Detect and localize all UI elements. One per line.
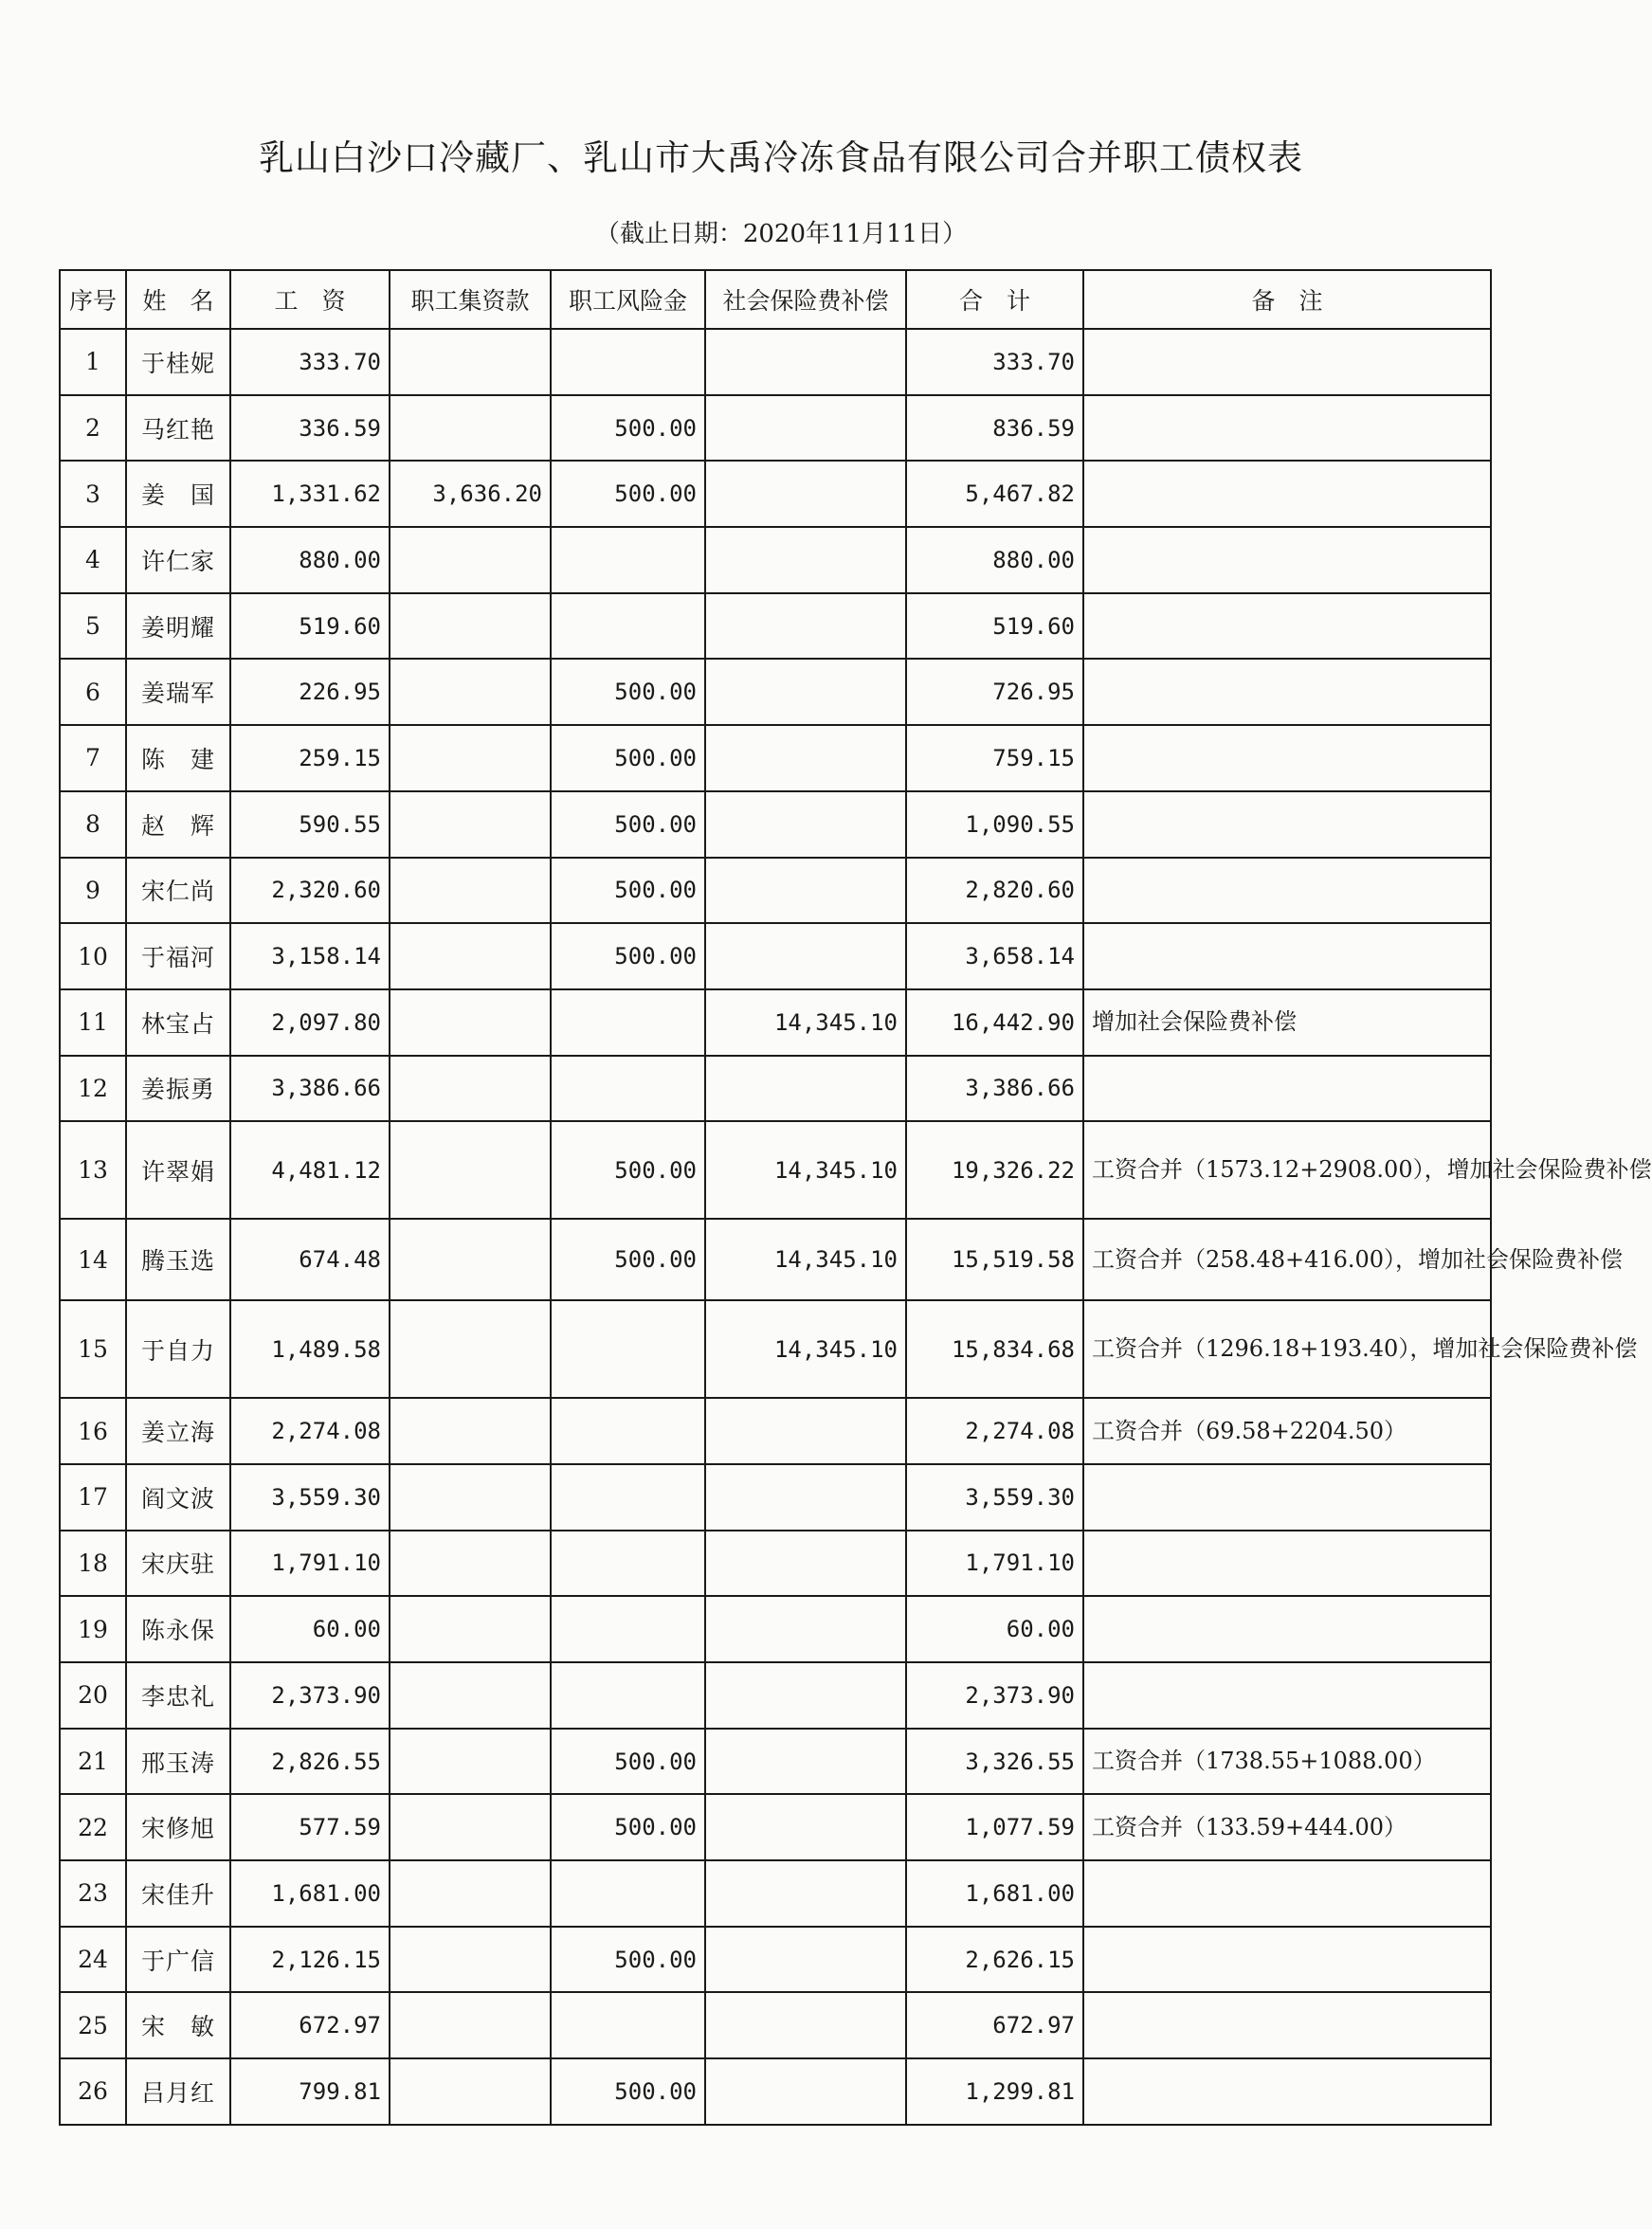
cell-risk: 500.00	[551, 1219, 705, 1300]
cell-social	[705, 395, 906, 462]
table-row	[60, 1121, 1491, 1219]
cell-note	[1083, 1927, 1491, 1993]
cell-wage: 333.70	[230, 329, 390, 395]
table-row	[60, 395, 1491, 462]
cell-risk: 500.00	[551, 1927, 705, 1993]
cell-total: 2,626.15	[906, 1927, 1083, 1993]
header-name: 姓 名	[126, 270, 230, 329]
table-row	[60, 593, 1491, 660]
table-row	[60, 1992, 1491, 2058]
cell-note	[1083, 461, 1491, 527]
cell-social	[705, 461, 906, 527]
cell-seq: 24	[60, 1927, 126, 1993]
cell-social	[705, 1056, 906, 1122]
cell-fund	[390, 1860, 551, 1927]
cell-risk	[551, 593, 705, 660]
cell-name: 于自力	[126, 1300, 230, 1398]
cell-note	[1083, 1662, 1491, 1729]
cell-total: 726.95	[906, 659, 1083, 725]
cell-seq: 4	[60, 527, 126, 593]
table-row	[60, 1729, 1491, 1795]
cell-note	[1083, 1056, 1491, 1122]
table-row	[60, 1860, 1491, 1927]
cell-fund	[390, 923, 551, 989]
table-row	[60, 2058, 1491, 2125]
cell-note	[1083, 527, 1491, 593]
cell-name: 赵 辉	[126, 791, 230, 858]
table-row	[60, 989, 1491, 1056]
cell-social	[705, 1662, 906, 1729]
cell-seq: 19	[60, 1596, 126, 1662]
cell-name: 姜明耀	[126, 593, 230, 660]
header-wage: 工 资	[230, 270, 390, 329]
cell-social	[705, 1398, 906, 1464]
cell-wage: 3,158.14	[230, 923, 390, 989]
cell-wage: 2,097.80	[230, 989, 390, 1056]
table-row	[60, 1596, 1491, 1662]
cell-name: 宋仁尚	[126, 858, 230, 924]
cell-risk	[551, 1464, 705, 1531]
table-row	[60, 329, 1491, 395]
cell-fund	[390, 593, 551, 660]
table-row	[60, 1662, 1491, 1729]
cell-risk	[551, 1056, 705, 1122]
cutoff-date: （截止日期：2020年11月11日）	[594, 220, 968, 248]
cell-risk	[551, 1992, 705, 2058]
cell-fund	[390, 791, 551, 858]
table-row	[60, 923, 1491, 989]
cell-name: 阎文波	[126, 1464, 230, 1531]
cell-social	[705, 858, 906, 924]
cell-total: 1,299.81	[906, 2058, 1083, 2125]
cell-risk: 500.00	[551, 791, 705, 858]
cell-name: 宋 敏	[126, 1992, 230, 2058]
table-row	[60, 791, 1491, 858]
cell-wage: 2,826.55	[230, 1729, 390, 1795]
cell-note: 增加社会保险费补偿	[1083, 989, 1491, 1056]
cell-wage: 3,386.66	[230, 1056, 390, 1122]
cell-wage: 2,126.15	[230, 1927, 390, 1993]
cell-risk: 500.00	[551, 858, 705, 924]
cell-seq: 3	[60, 461, 126, 527]
cell-wage: 2,320.60	[230, 858, 390, 924]
cell-total: 1,077.59	[906, 1794, 1083, 1860]
cell-risk	[551, 329, 705, 395]
cell-seq: 5	[60, 593, 126, 660]
table-row	[60, 1398, 1491, 1464]
cell-fund	[390, 1596, 551, 1662]
cell-note	[1083, 2058, 1491, 2125]
cell-total: 333.70	[906, 329, 1083, 395]
cell-risk: 500.00	[551, 1794, 705, 1860]
cell-total: 3,658.14	[906, 923, 1083, 989]
cell-seq: 15	[60, 1300, 126, 1398]
header-risk: 职工风险金	[551, 270, 705, 329]
cell-wage: 259.15	[230, 725, 390, 791]
cell-social	[705, 1860, 906, 1927]
cell-name: 腾玉选	[126, 1219, 230, 1300]
cell-name: 许翠娟	[126, 1121, 230, 1219]
table-row	[60, 527, 1491, 593]
cell-note	[1083, 593, 1491, 660]
cell-wage: 672.97	[230, 1992, 390, 2058]
cell-social	[705, 1531, 906, 1597]
header-fund: 职工集资款	[390, 270, 551, 329]
cell-name: 姜立海	[126, 1398, 230, 1464]
cell-seq: 23	[60, 1860, 126, 1927]
table-row	[60, 725, 1491, 791]
cell-total: 15,834.68	[906, 1300, 1083, 1398]
cell-total: 60.00	[906, 1596, 1083, 1662]
cell-total: 836.59	[906, 395, 1083, 462]
cell-social: 14,345.10	[705, 989, 906, 1056]
cell-wage: 577.59	[230, 1794, 390, 1860]
cell-fund	[390, 527, 551, 593]
cell-name: 姜瑞军	[126, 659, 230, 725]
cell-risk	[551, 1531, 705, 1597]
cell-social	[705, 1794, 906, 1860]
cell-note: 工资合并（1573.12+2908.00），增加社会保险费补偿	[1083, 1121, 1491, 1219]
cell-social	[705, 1927, 906, 1993]
cell-total: 3,559.30	[906, 1464, 1083, 1531]
cell-name: 陈永保	[126, 1596, 230, 1662]
cell-seq: 25	[60, 1992, 126, 2058]
cell-wage: 226.95	[230, 659, 390, 725]
cell-wage: 60.00	[230, 1596, 390, 1662]
cell-note	[1083, 1464, 1491, 1531]
cell-social	[705, 1992, 906, 2058]
cell-note	[1083, 725, 1491, 791]
cell-note: 工资合并（258.48+416.00），增加社会保险费补偿	[1083, 1219, 1491, 1300]
cell-fund	[390, 725, 551, 791]
cell-total: 19,326.22	[906, 1121, 1083, 1219]
table-row	[60, 1219, 1491, 1300]
cell-wage: 880.00	[230, 527, 390, 593]
cell-fund	[390, 1992, 551, 2058]
cell-social: 14,345.10	[705, 1300, 906, 1398]
cell-total: 880.00	[906, 527, 1083, 593]
cell-fund	[390, 1464, 551, 1531]
cell-fund	[390, 395, 551, 462]
cell-note	[1083, 1531, 1491, 1597]
creditor-table	[59, 269, 1652, 2126]
cell-note	[1083, 395, 1491, 462]
cell-seq: 13	[60, 1121, 126, 1219]
cell-risk	[551, 1662, 705, 1729]
table-row	[60, 1056, 1491, 1122]
cell-name: 李忠礼	[126, 1662, 230, 1729]
cell-wage: 3,559.30	[230, 1464, 390, 1531]
table-row	[60, 461, 1491, 527]
cell-note	[1083, 858, 1491, 924]
cell-name: 邢玉涛	[126, 1729, 230, 1795]
cell-seq: 14	[60, 1219, 126, 1300]
cell-wage: 4,481.12	[230, 1121, 390, 1219]
cell-social	[705, 923, 906, 989]
cell-note	[1083, 923, 1491, 989]
cell-wage: 1,791.10	[230, 1531, 390, 1597]
cell-total: 1,090.55	[906, 791, 1083, 858]
cell-fund	[390, 1927, 551, 1993]
table-row	[60, 659, 1491, 725]
cell-risk	[551, 1860, 705, 1927]
cell-fund	[390, 659, 551, 725]
table-row	[60, 858, 1491, 924]
cell-fund	[390, 1398, 551, 1464]
cell-wage: 336.59	[230, 395, 390, 462]
cell-fund	[390, 2058, 551, 2125]
cell-seq: 9	[60, 858, 126, 924]
cell-wage: 799.81	[230, 2058, 390, 2125]
cell-fund	[390, 1219, 551, 1300]
table-row	[60, 1300, 1491, 1398]
cell-name: 宋庆驻	[126, 1531, 230, 1597]
cell-seq: 11	[60, 989, 126, 1056]
cell-seq: 8	[60, 791, 126, 858]
table-row	[60, 1927, 1491, 1993]
cell-social: 14,345.10	[705, 1219, 906, 1300]
cell-seq: 21	[60, 1729, 126, 1795]
cell-seq: 18	[60, 1531, 126, 1597]
cell-risk	[551, 527, 705, 593]
cell-risk: 500.00	[551, 1729, 705, 1795]
cell-risk: 500.00	[551, 1121, 705, 1219]
cell-name: 陈 建	[126, 725, 230, 791]
cell-social	[705, 659, 906, 725]
cell-wage: 590.55	[230, 791, 390, 858]
cell-wage: 2,373.90	[230, 1662, 390, 1729]
cell-total: 672.97	[906, 1992, 1083, 2058]
cell-fund	[390, 1121, 551, 1219]
cell-social	[705, 329, 906, 395]
document-title: 乳山白沙口冷藏厂、乳山市大禹冷冻食品有限公司合并职工债权表	[259, 137, 1303, 178]
header-note: 备 注	[1083, 270, 1491, 329]
cell-risk	[551, 1398, 705, 1464]
table-row	[60, 1464, 1491, 1531]
cell-fund	[390, 1794, 551, 1860]
cell-name: 姜振勇	[126, 1056, 230, 1122]
cell-social	[705, 1596, 906, 1662]
cell-risk: 500.00	[551, 725, 705, 791]
cell-seq: 12	[60, 1056, 126, 1122]
cell-wage: 1,681.00	[230, 1860, 390, 1927]
cell-total: 3,386.66	[906, 1056, 1083, 1122]
cell-risk	[551, 1596, 705, 1662]
cell-seq: 10	[60, 923, 126, 989]
cell-total: 16,442.90	[906, 989, 1083, 1056]
cell-social	[705, 2058, 906, 2125]
cell-note: 工资合并（69.58+2204.50）	[1083, 1398, 1491, 1464]
cell-fund	[390, 1729, 551, 1795]
cell-seq: 22	[60, 1794, 126, 1860]
cell-risk: 500.00	[551, 395, 705, 462]
cell-risk: 500.00	[551, 461, 705, 527]
cell-fund	[390, 989, 551, 1056]
cell-total: 3,326.55	[906, 1729, 1083, 1795]
cell-social	[705, 593, 906, 660]
cell-risk: 500.00	[551, 2058, 705, 2125]
cell-name: 吕月红	[126, 2058, 230, 2125]
cell-seq: 6	[60, 659, 126, 725]
table-row	[60, 1531, 1491, 1597]
cell-name: 于桂妮	[126, 329, 230, 395]
cell-total: 519.60	[906, 593, 1083, 660]
cell-note: 工资合并（1738.55+1088.00）	[1083, 1729, 1491, 1795]
cell-total: 5,467.82	[906, 461, 1083, 527]
cell-fund	[390, 1056, 551, 1122]
cell-risk: 500.00	[551, 923, 705, 989]
cell-name: 许仁家	[126, 527, 230, 593]
cell-wage: 1,331.62	[230, 461, 390, 527]
cell-seq: 17	[60, 1464, 126, 1531]
cell-total: 15,519.58	[906, 1219, 1083, 1300]
cell-total: 2,274.08	[906, 1398, 1083, 1464]
cell-risk	[551, 989, 705, 1056]
cell-social	[705, 725, 906, 791]
header-social: 社会保险费补偿	[705, 270, 906, 329]
cell-social	[705, 791, 906, 858]
cell-fund	[390, 1662, 551, 1729]
cell-note	[1083, 1596, 1491, 1662]
cell-fund: 3,636.20	[390, 461, 551, 527]
cell-name: 林宝占	[126, 989, 230, 1056]
cell-name: 于福河	[126, 923, 230, 989]
header-total: 合 计	[906, 270, 1083, 329]
cell-risk	[551, 1300, 705, 1398]
cell-note	[1083, 1860, 1491, 1927]
cell-note	[1083, 329, 1491, 395]
cell-seq: 16	[60, 1398, 126, 1464]
cell-wage: 1,489.58	[230, 1300, 390, 1398]
cell-wage: 674.48	[230, 1219, 390, 1300]
cell-seq: 1	[60, 329, 126, 395]
cell-note: 工资合并（133.59+444.00）	[1083, 1794, 1491, 1860]
cell-fund	[390, 858, 551, 924]
cell-seq: 26	[60, 2058, 126, 2125]
cell-total: 1,791.10	[906, 1531, 1083, 1597]
cell-social	[705, 1729, 906, 1795]
cell-seq: 7	[60, 725, 126, 791]
cell-total: 2,820.60	[906, 858, 1083, 924]
cell-total: 2,373.90	[906, 1662, 1083, 1729]
cell-fund	[390, 1300, 551, 1398]
cell-note	[1083, 791, 1491, 858]
cell-name: 于广信	[126, 1927, 230, 1993]
cell-fund	[390, 329, 551, 395]
cell-total: 1,681.00	[906, 1860, 1083, 1927]
cell-name: 宋修旭	[126, 1794, 230, 1860]
cell-fund	[390, 1531, 551, 1597]
cell-name: 马红艳	[126, 395, 230, 462]
cell-social: 14,345.10	[705, 1121, 906, 1219]
cell-name: 宋佳升	[126, 1860, 230, 1927]
cell-wage: 2,274.08	[230, 1398, 390, 1464]
table-row	[60, 1794, 1491, 1860]
header-seq: 序号	[60, 270, 126, 329]
cell-risk: 500.00	[551, 659, 705, 725]
cell-seq: 20	[60, 1662, 126, 1729]
cell-social	[705, 1464, 906, 1531]
cell-wage: 519.60	[230, 593, 390, 660]
cell-note	[1083, 1992, 1491, 2058]
cell-social	[705, 527, 906, 593]
cell-total: 759.15	[906, 725, 1083, 791]
cell-note: 工资合并（1296.18+193.40），增加社会保险费补偿	[1083, 1300, 1491, 1398]
header-row	[60, 270, 1491, 329]
cell-note	[1083, 659, 1491, 725]
cell-name: 姜 国	[126, 461, 230, 527]
cell-seq: 2	[60, 395, 126, 462]
